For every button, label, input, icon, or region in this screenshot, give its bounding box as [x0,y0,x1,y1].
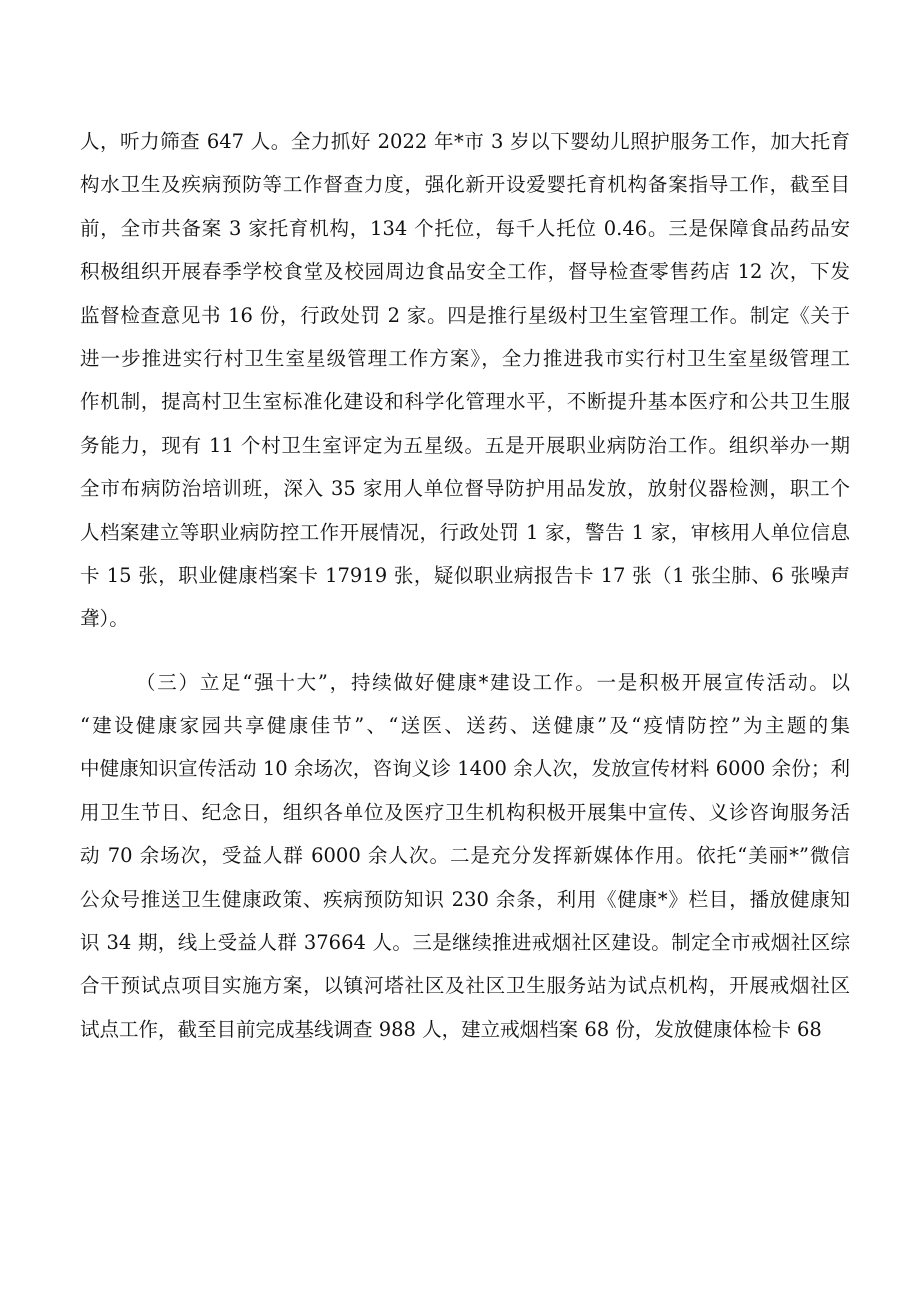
text-line: 全市布病防治培训班，深入 35 家用人单位督导防护用品发放，放射仪器检测，职工个 [80,477,850,501]
document-body [80,120,850,1051]
text-line: 动 70 余场次，受益人群 6000 余人次。二是充分发挥新媒体作用。依托“美丽*”微信 [80,844,850,868]
text-line: 中健康知识宣传活动 10 余场次，咨询义诊 1400 余人次，发放宣传材料 6000 余份；利 [80,757,850,781]
paragraph-2 [80,661,850,1052]
text-line: 聋）。 [80,607,129,631]
text-line: 积极组织开展春季学校食堂及校园周边食品安全工作，督导检查零售药店 12 次，下发 [80,260,850,284]
text-line: 识 34 期，线上受益人群 37664 人。三是继续推进戒烟社区建设。制定全市戒烟社区综 [80,931,850,955]
text-line: 务能力，现有 11 个村卫生室评定为五星级。五是开展职业病防治工作。组织举办一期 [80,433,850,457]
text-line: 用卫生节日、纪念日，组织各单位及医疗卫生机构积极开展集中宣传、义诊咨询服务活 [80,800,850,824]
text-line: （三）立足“强十大”，持续做好健康*建设工作。一是积极开展宣传活动。以 [136,670,850,694]
text-line: “建设健康家园共享健康佳节”、“送医、送药、送健康”及“疫情防控”为主题的集 [80,714,850,738]
text-line: 试点工作，截至目前完成基线调查 988 人，建立戒烟档案 68 份，发放健康体检卡 68 [80,1017,822,1041]
text-line: 人，听力筛查 647 人。全力抓好 2022 年*市 3 岁以下婴幼儿照护服务工作，加大托育 [80,130,850,153]
text-line: 卡 15 张，职业健康档案卡 17919 张，疑似职业病报告卡 17 张（1 张尘肺、6 张噪声 [80,563,850,587]
text-line: 公众号推送卫生健康政策、疾病预防知识 230 余条，利用《健康*》栏目，播放健康知 [80,887,850,911]
text-line: 前，全市共备案 3 家托育机构，134 个托位，每千人托位 0.46。三是保障食品药品安 [80,216,850,240]
paragraph-1 [80,120,850,641]
text-line: 构水卫生及疾病预防等工作督查力度，强化新开设爱婴托育机构备案指导工作，截至目 [80,173,850,197]
text-line: 人档案建立等职业病防控工作开展情况，行政处罚 1 家，警告 1 家，审核用人单位信息 [80,520,850,544]
text-line: 监督检查意见书 16 份，行政处罚 2 家。四是推行星级村卫生室管理工作。制定《关于 [80,303,850,327]
paragraph-gap [80,641,850,661]
text-line: 合干预试点项目实施方案，以镇河塔社区及社区卫生服务站为试点机构，开展戒烟社区 [80,974,850,998]
text-line: 作机制，提高村卫生室标准化建设和科学化管理水平，不断提升基本医疗和公共卫生服 [80,390,850,414]
text-line: 进一步推进实行村卫生室星级管理工作方案》，全力推进我市实行村卫生室星级管理工 [80,346,850,370]
